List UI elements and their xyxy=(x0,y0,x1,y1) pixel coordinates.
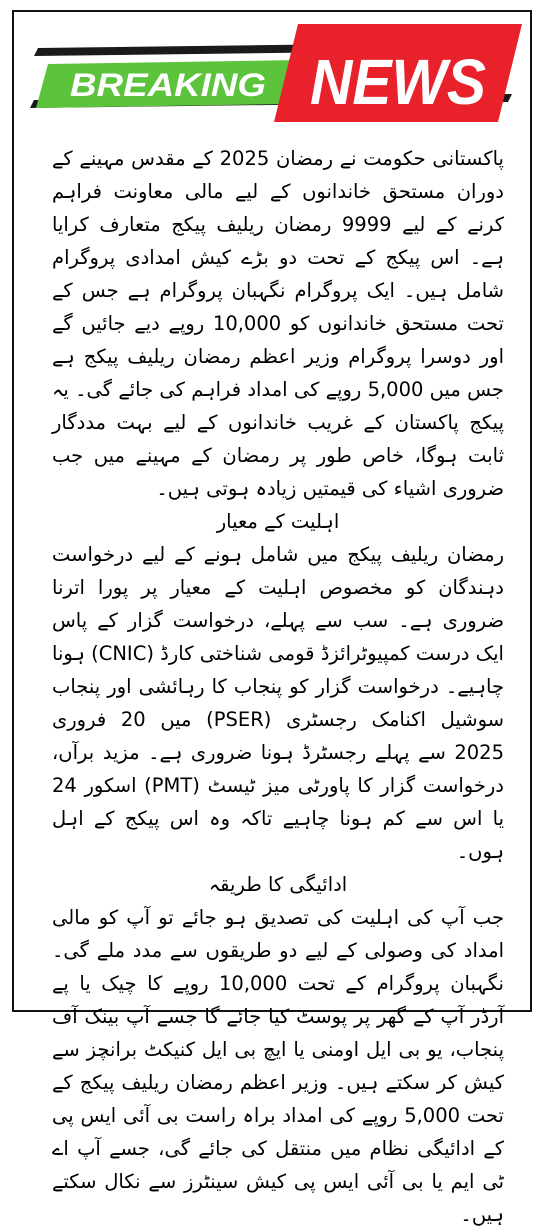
eligibility-heading: اہلیت کے معیار xyxy=(216,510,340,533)
payment-paragraph: جب آپ کی اہلیت کی تصدیق ہو جائے تو آپ کو مالی امداد کی وصولی کے لیے دو طریقوں سے مدد ملے گی۔ نگہبان پروگرام کے تحت 10,000 روپے کا چیک یا پے آرڈر آپ کے گھر پر پوسٹ کیا جائے گا جسے آپ بینک آف پنجاب، یو بی ایل اومنی یا ایچ بی ایل کنیکٹ برانچز سے کیش کر سکتے ہیں۔ وزیر اعظم رمضان ریلیف پیکج کے تحت 5,000 روپے کی امداد براہ راست بی آئی ایس پی کے ادائیگی نظام میں منتقل کی جائے گی، جسے آپ اے ٹی ایم یا بی آئی ایس پی کیش سینٹرز سے نکال سکتے ہیں۔ xyxy=(52,906,504,1226)
payment-heading: ادائیگی کا طریقہ xyxy=(208,873,348,896)
eligibility-paragraph: رمضان ریلیف پیکج میں شامل ہونے کے لیے درخواست دہندگان کو مخصوص اہلیت کے معیار پر پورا اترنا ضروری ہے۔ سب سے پہلے، درخواست گزار کے پاس ایک درست کمپیوٹرائزڈ قومی شناختی کارڈ (CNIC) ہونا چاہیے۔ درخواست گزار کو پنجاب کا رہائشی اور پنجاب سوشیل اکنامک رجسٹری (PSER) میں 20 فروری 2025 سے پہلے رجسٹرڈ ہونا ضروری ہے۔ مزید برآں، درخواست گزار کا پاورٹی میز ٹیسٹ (PMT) اسکور 24 یا اس سے کم ہونا چاہیے تاکہ وہ اس پیکج کے اہل ہوں۔ xyxy=(52,543,504,863)
breaking-label: BREAKING xyxy=(70,67,266,103)
article-body xyxy=(52,142,504,1231)
news-label: NEWS xyxy=(310,46,487,118)
banner-graphic xyxy=(28,20,524,125)
intro-paragraph: پاکستانی حکومت نے رمضان 2025 کے مقدس مہینے کے دوران مستحق خاندانوں کے لیے مالی معاونت فراہم کرنے کے لیے 9999 رمضان ریلیف پیکج متعارف کرایا ہے۔ اس پیکج کے تحت دو بڑے کیش امدادی پروگرام شامل ہیں۔ ایک پروگرام نگہبان پروگرام ہے جس کے تحت مستحق خاندانوں کو 10,000 روپے دیے جائیں گے اور دوسرا پروگرام وزیر اعظم رمضان ریلیف پیکج ہے جس میں 5,000 روپے کی امداد فراہم کی جائے گی۔ یہ پیکج پاکستان کے غریب خاندانوں کے لیے بہت مددگار ثابت ہوگا، خاص طور پر رمضان کے مہینے میں جب ضروری اشیاء کی قیمتیں زیادہ ہوتی ہیں۔ xyxy=(52,147,504,500)
breaking-news-banner xyxy=(28,20,524,125)
